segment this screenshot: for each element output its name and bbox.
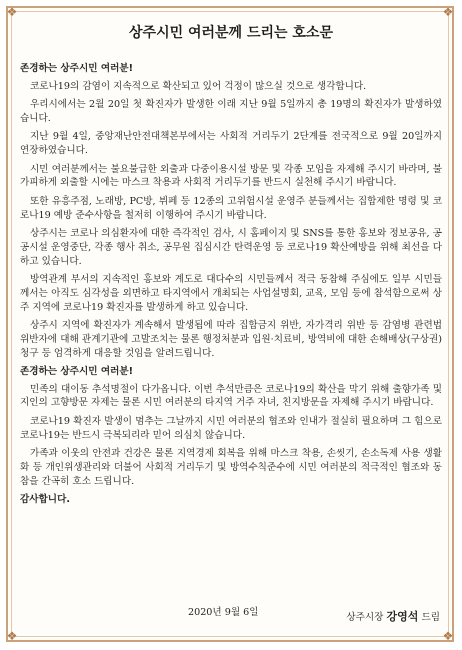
letter-date: 2020년 9월 6일 <box>188 607 259 618</box>
corner-ornament-icon: ❖ <box>442 5 454 19</box>
paragraph: 시민 여러분께서는 불요불급한 외출과 다중이용시설 방문 및 각종 모임을 자제해 주시기 바라며, 불가피하게 외출할 시에는 마스크 착용과 사회적 거리두기를 반드시 실천해 주시기 바랍니다. <box>20 163 442 189</box>
paragraph: 가족과 이웃의 안전과 건강은 물론 지역경제 회복을 위해 마스크 착용, 손씻기, 손소독제 사용 생활화 등 개인위생관리와 더불어 사회적 거리두기 및 방역수칙준수에 시민 여러분의 적극적인 협조와 동참을 간곡히 호소 드립니다. <box>20 448 442 487</box>
letter-footer <box>20 604 440 624</box>
paragraph: 지난 9월 4일, 중앙재난안전대책본부에서는 사회적 거리두기 2단계를 전국적으로 9월 20일까지 연장하였습니다. <box>20 131 442 157</box>
letter-title: 상주시민 여러분께 드리는 호소문 <box>129 25 333 41</box>
paragraph: 상주시 지역에 확진자가 계속해서 발생됨에 따라 집합금지 위반, 자가격리 위반 등 감염병 관련법 위반자에 대해 관계기관에 고발조치는 물론 행정처분과 입원·치료비, 방역비에 대한 손해배상(구상권) 청구 등 엄격하게 대응할 것임을 알려드립니다. <box>20 319 442 359</box>
paragraph: 코로나19 확진자 발생이 멈추는 그날까지 시민 여러분의 협조와 인내가 절실히 필요하며 그 힘으로 코로나19는 반드시 극복되리라 믿어 의심치 않습니다. <box>20 415 442 441</box>
signature-name: 강영석 <box>386 610 419 623</box>
signature-title: 상주시장 <box>346 612 384 623</box>
corner-ornament-icon: ❖ <box>6 5 18 19</box>
paragraph: 민족의 대이동 추석명절이 다가옵니다. 이번 추석만큼은 코로나19의 확산을 막기 위해 출향가족 및 지인의 고향방문 자제는 물론 시민 여러분의 타지역 거주 자녀, 친지방문을 자제해 주시기 바랍니다. <box>20 383 442 409</box>
closing-thanks: 감사합니다. <box>20 494 70 506</box>
greeting-2: 존경하는 상주시민 여러분! <box>20 365 133 377</box>
corner-ornament-icon: ❖ <box>442 629 454 643</box>
paragraph: 방역관계 부서의 지속적인 홍보와 계도로 대다수의 시민들께서 적극 동참해 주심에도 일부 시민들께서는 아직도 심각성을 외면하고 타지역에서 개최되는 사업설명회, 교육, 모임 등에 참석함으로써 상주 지역에 코로나19 확진자를 발생하게 하고 있습니다. <box>20 273 442 313</box>
paragraph: 또한 유흥주점, 노래방, PC방, 뷔페 등 12종의 고위험시설 운영주 분들께서는 집합제한 명령 및 코로나19 예방 준수사항을 철저히 이행하여 주시기 바랍니다. <box>20 195 442 221</box>
corner-ornament-icon: ❖ <box>6 629 18 643</box>
paragraph: 상주시는 코로나 의심환자에 대한 즉각적인 검사, 시 홈페이지 및 SNS를 통한 홍보와 정보공유, 공공시설 운영중단, 각종 행사 취소, 공무원 집심시간 탄력운영 등 코로나19 확산예방을 위해 최선을 다하고 있습니다. <box>20 227 442 267</box>
paragraph: 우리시에서는 2월 20일 첫 확진자가 발생한 이래 지난 9월 5일까지 총 19명의 확진자가 발생하였습니다. <box>20 99 442 124</box>
paragraph: 코로나19의 감염이 지속적으로 확산되고 있어 걱정이 많으실 것으로 생각합니다. <box>30 80 367 92</box>
greeting-1: 존경하는 상주시민 여러분! <box>20 63 133 74</box>
signature <box>346 608 440 624</box>
letter-body <box>20 58 442 507</box>
signature-suffix: 드림 <box>421 612 440 623</box>
